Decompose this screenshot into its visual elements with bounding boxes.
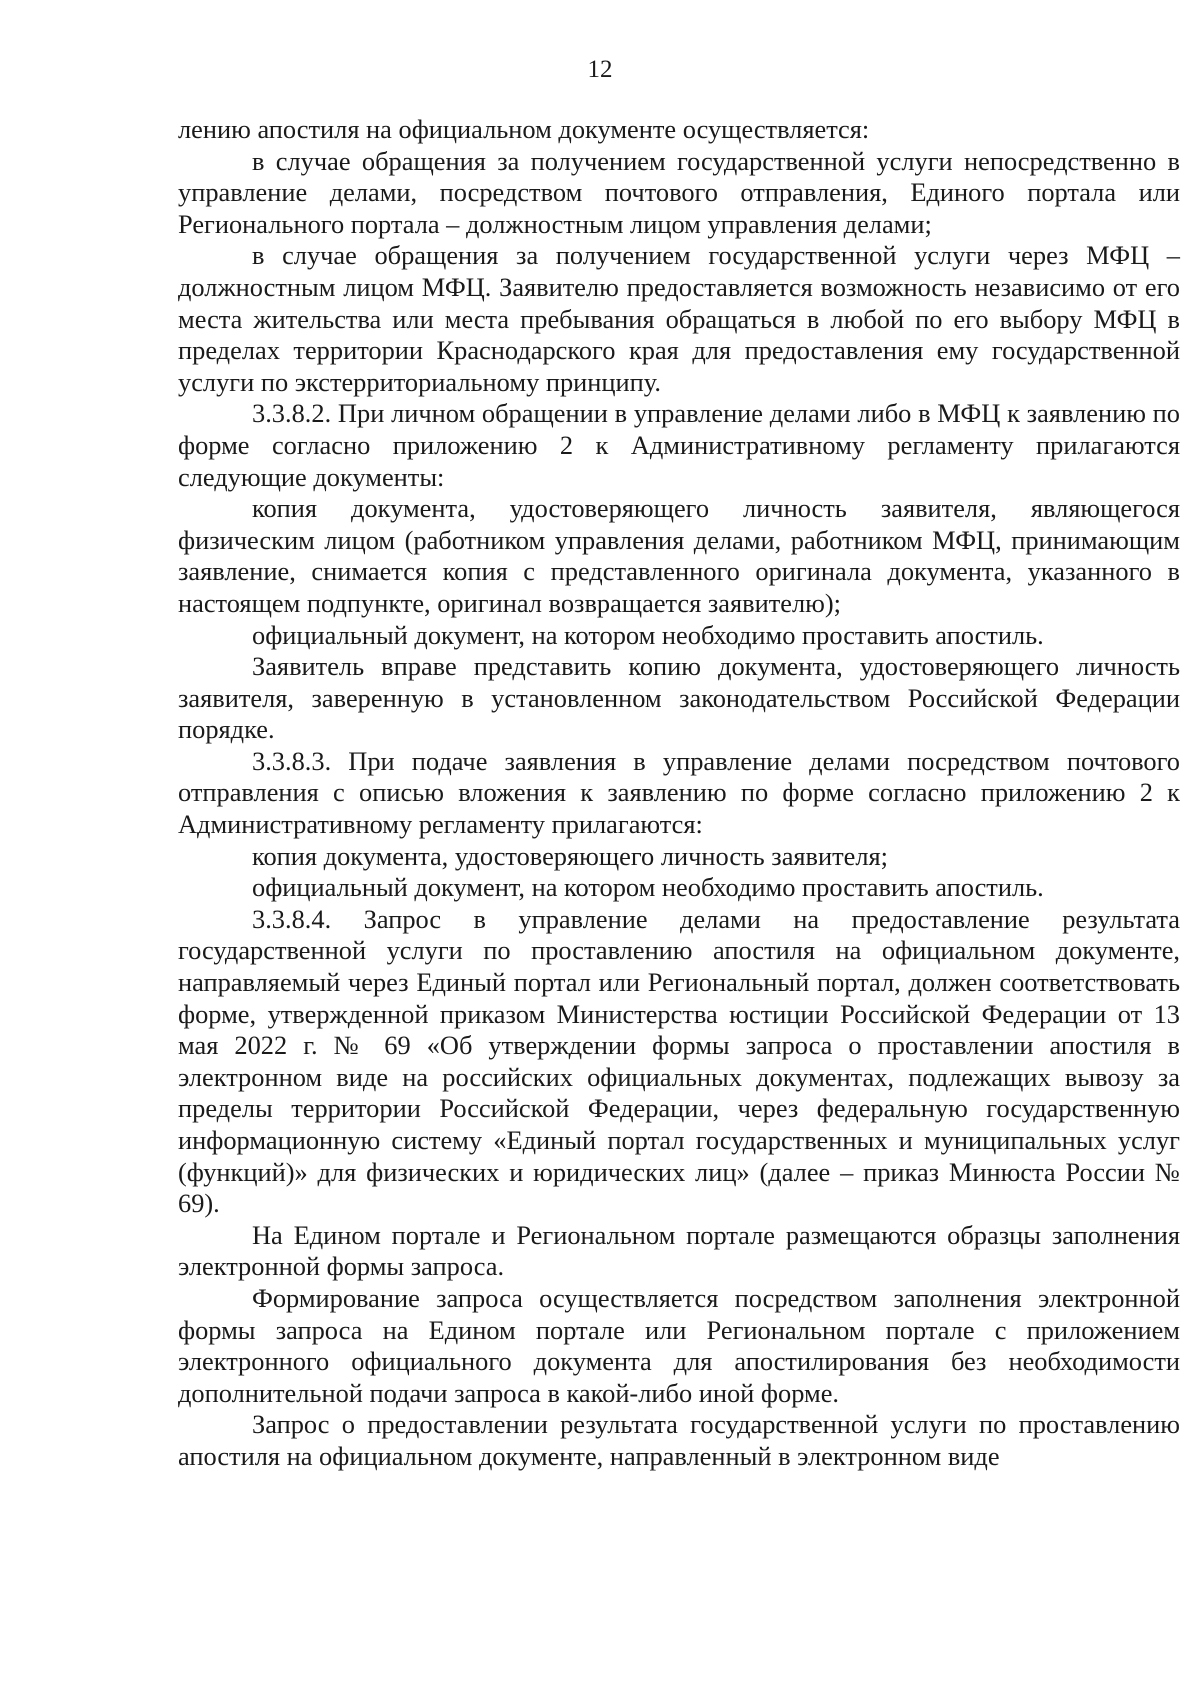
paragraph-continuation: лению апостиля на официальном документе осуществляется: [178, 114, 870, 144]
paragraph-electronic-request: Запрос о предоставлении результата государственной услуги по проставлению апостиля на официальном документе, направленный в электронном виде [178, 1409, 1180, 1471]
paragraph-case-direct: в случае обращения за получением государственной услуги непосредственно в управление делами, посредством почтового отправления, Единого портала или Регионального портала – должностным лицом управления делами; [178, 145, 1180, 239]
paragraph-applicant-right: Заявитель вправе представить копию документа, удостоверяющего личность заявителя, заверенную в установленном законодательством Российской Федерации порядке. [178, 651, 1180, 745]
paragraph-portal-samples: На Едином портале и Региональном портале размещаются образцы заполнения электронной формы запроса. [178, 1219, 1180, 1282]
paragraph-id-copy-mail: копия документа, удостоверяющего личность заявителя; [252, 840, 889, 871]
paragraph-3-3-8-2: 3.3.8.2. При личном обращении в управление делами либо в МФЦ к заявлению по форме согласно приложению 2 к Административному регламенту прилагаются следующие документы: [178, 398, 1180, 492]
paragraph-3-3-8-3: 3.3.8.3. При подаче заявления в управление делами посредством почтового отправления с описью вложения к заявлению по форме согласно приложению 2 к Административному регламенту прилагаются: [178, 745, 1180, 840]
paragraph-3-3-8-4: 3.3.8.4. Запрос в управление делами на предоставление результата государственной услуги по проставлению апостиля на официальном документе, направляемый через Единый портал или Региональный портал, должен соответствовать форме, утвержденной приказом Министерства юстиции Российской Федерации от 13 мая 2022 г. № 69 «Об утверждении формы запроса о проставлении апостиля в электронном виде на российских официальных документах, подлежащих вывозу за пределы территории Российской Федерации, через федеральную государственную информационную систему «Единый портал государственных и муниципальных услуг (функций)» для физических и юридических лиц» (далее – приказ Минюста России № 69). [178, 903, 1180, 1219]
paragraph-case-mfc: в случае обращения за получением государственной услуги через МФЦ – должностным лицом МФЦ. Заявителю предоставляется возможность независимо от его места жительства или места пребывания обращаться в любой по его выбору МФЦ в пределах территории Краснодарского края для предоставления ему государственной услуги по экстерриториальному принципу. [178, 240, 1180, 397]
document-body [178, 114, 1180, 1473]
paragraph-official-document: официальный документ, на котором необходимо проставить апостиль. [252, 619, 1044, 650]
page-number: 12 [587, 56, 613, 83]
paragraph-official-document-mail: официальный документ, на котором необходимо проставить апостиль. [252, 872, 1044, 903]
paragraph-request-forming: Формирование запроса осуществляется посредством заполнения электронной формы запроса на Едином портале или Региональном портале с приложением электронного официального документа для апостилирования без необходимости дополнительной подачи запроса в какой-либо иной форме. [178, 1282, 1180, 1408]
paragraph-id-copy: копия документа, удостоверяющего личность заявителя, являющегося физическим лицом (работником управления делами, работником МФЦ, принимающим заявление, снимается копия с представленного оригинала документа, указанного в настоящем подпункте, оригинал возвращается заявителю); [178, 493, 1180, 618]
